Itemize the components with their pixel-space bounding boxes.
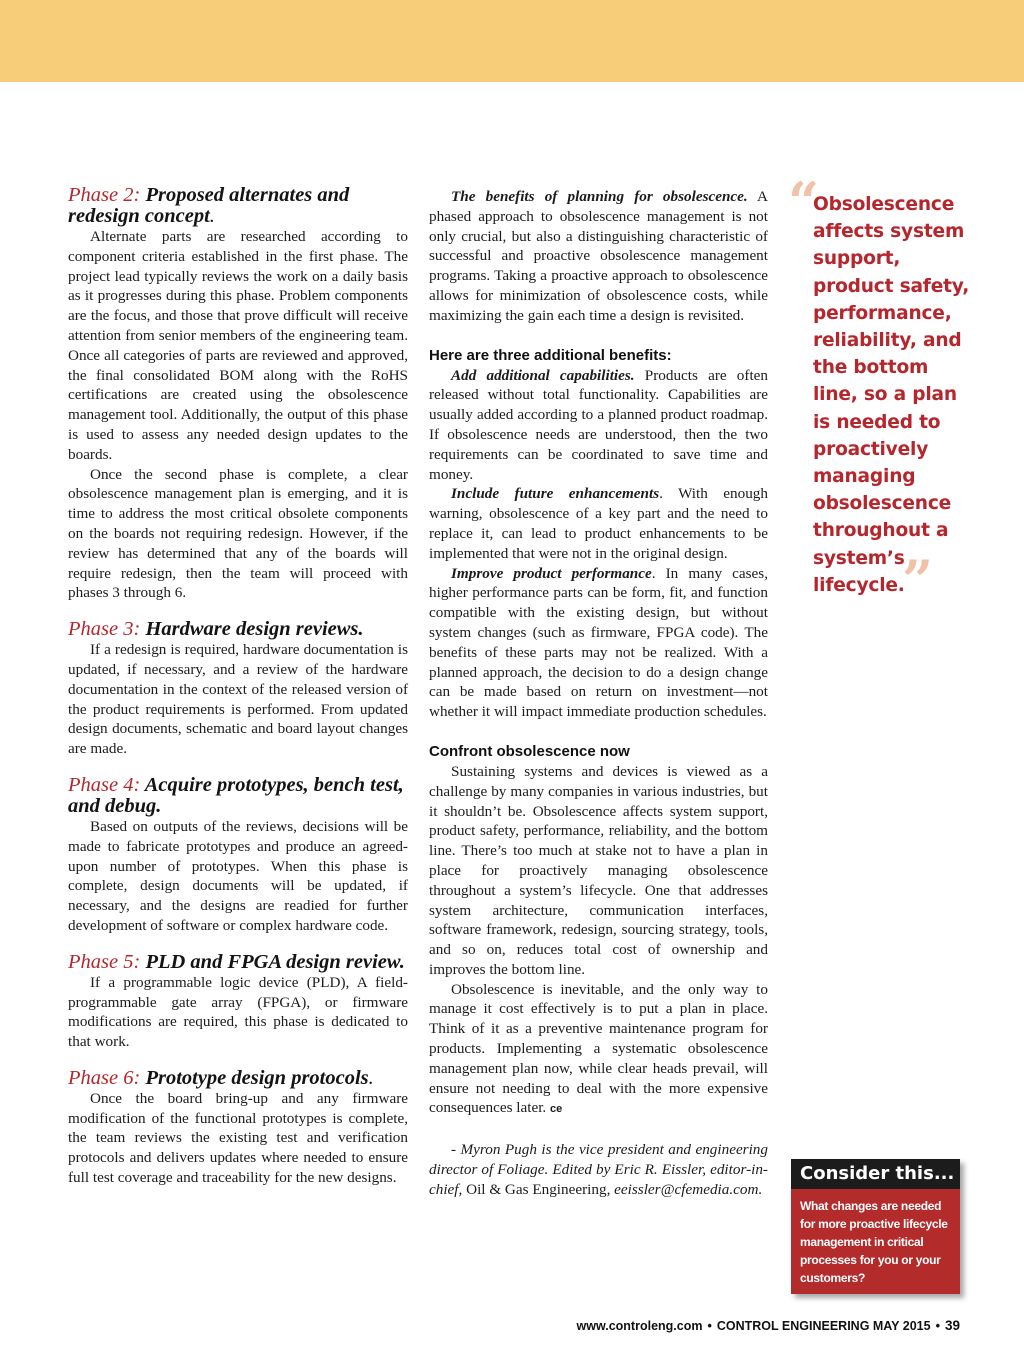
confront-paragraph-1: Sustaining systems and devices is viewed as a challenge by many companies in various industries, but it shouldn’t be. Obsolescence affects system support, product safety, performance, reliability, and the bottom line. There’s too much at stake not to have a plan in place for proactively managing obsolescence throughout a system’s lifecycle. One that addresses system architecture, communication interfaces, software framework, redesign, sourcing strategy, tools, and so on, reduces total cost of ownership and improves the bottom line. xyxy=(429,762,768,978)
phase2-paragraph-1: Alternate parts are researched according to component criteria established in the first phase. The project lead typically reviews the work on a daily basis as it progresses during this phase. Problem components are the focus, and those that prove difficult will receive attention from senior members of the engineering team. Once all categories of parts are reviewed and approved, the final consolidated BOM along with the RoHS certifications are created using the obsolescence management tool. Additionally, the output of this phase is used to assess any needed design updates to the boards. xyxy=(68,228,408,463)
footer-separator-2: • xyxy=(935,1319,940,1333)
top-color-band xyxy=(0,0,1024,82)
phase6-heading: Phase 6: Prototype design protocols. xyxy=(68,1066,374,1089)
phase4-heading: Phase 4: Acquire prototypes, bench test, and debug. xyxy=(68,773,404,817)
end-mark: ce xyxy=(550,1103,563,1116)
close-quote-icon: ” xyxy=(902,548,934,612)
footer-publication: CONTROL ENGINEERING MAY 2015 xyxy=(716,1319,931,1333)
confront-paragraph-2: Obsolescence is inevitable, and the only way to manage it cost effectively is to put a plan in place. Think of it as a preventive maintenance program for products. Implementing a systematic obsolescence management plan now, while clear heads prevail, will ensure not needing to deal with the more expensive consequences later. ce xyxy=(429,980,768,1117)
page-number: 39 xyxy=(944,1318,960,1333)
left-column xyxy=(68,185,408,1188)
open-quote-icon: “ xyxy=(788,170,820,234)
benefits-paragraph: The benefits of planning for obsolescence. A phased approach to obsolescence management is not only crucial, but also a distinguishing characteristic of successful and proactive obsolescence management programs. Taking a proactive approach to obsolescence allows for minimization of obsolescence costs, while maximizing the gain each time a design is revisited. xyxy=(429,188,769,324)
phase4-paragraph: Based on outputs of the reviews, decisions will be made to fabricate prototypes and produce an agreed-upon number of prototypes. When this phase is complete, design documents will be updated, if necessary, and the designs are readied for further development of software or complex hardware code. xyxy=(68,817,408,934)
right-column xyxy=(429,187,768,1200)
benefit-3-paragraph: Improve product performance. In many cases, higher performance parts can be form, fit, and function compatible with the existing design, but without system changes (such as firmware, FPGA code). The benefits of these parts may not be realized. With a planned approach, the decision to do a design change can be made based on return on investment—not whether it will impact immediate production schedules. xyxy=(429,564,769,721)
phase3-heading: Phase 3: Hardware design reviews. xyxy=(68,618,364,641)
phase2-heading: Phase 2: Proposed alternates and redesign concept. xyxy=(68,184,350,227)
phase6-paragraph: Once the board bring-up and any firmware modification of the functional prototypes is complete, the team reviews the existing test and verification protocols and delivers updates where needed to ensure full test coverage and traceability for the new designs. xyxy=(68,1089,408,1187)
footer-website[interactable]: www.controleng.com xyxy=(576,1319,703,1333)
phase5-heading: Phase 5: PLD and FPGA design review. xyxy=(68,950,405,973)
footer-separator-1: • xyxy=(707,1319,712,1333)
benefit-2-paragraph: Include future enhancements. With enough warning, obsolescence of a key part and the need to replace it, can lead to product enhancements to be implemented that were not in the original design. xyxy=(429,485,768,562)
phase5-paragraph: If a programmable logic device (PLD), A field-programmable gate array (FPGA), or firmware modifications are required, this phase is dedicated to that work. xyxy=(68,973,408,1051)
author-bio: - Myron Pugh is the vice president and engineering director of Foliage. Edited by Eric R. Eissler, editor-in-chief, Oil & Gas Engineering, eeissler@cfemedia.com. xyxy=(429,1141,768,1198)
three-benefits-heading: Here are three additional benefits: xyxy=(429,346,672,364)
pull-quote-text: Obsolescence affects system support, product safety, performance, reliability, and the bottom line, so a plan is needed to proactively managing obsolescence throughout a system’s lifecycle. xyxy=(813,194,970,596)
consider-this-sidebar xyxy=(791,1159,960,1294)
phase2-paragraph-2: Once the second phase is complete, a clear obsolescence management plan is emerging, and it is time to address the most critical obsolete components on the boards not requiring redesign. However, if the review has determined that any of the boards will require redesign, then the team will proceed with phases 3 through 6. xyxy=(68,465,408,602)
sidebar-heading: Consider this... xyxy=(791,1159,960,1189)
page-footer xyxy=(500,1318,960,1334)
confront-heading: Confront obsolescence now xyxy=(429,742,630,760)
benefit-1-paragraph: Add additional capabilities. Products are often released without total functionality. Capabilities are usually added according to a planned product roadmap. If obsolescence needs are understood, then the two requirements can be coordinated to save time and money. xyxy=(429,366,768,483)
phase3-paragraph: If a redesign is required, hardware documentation is updated, if necessary, and a review of the hardware documentation in the context of the released version of the product requirements is performed. From updated design documents, schematic and board layout changes are made. xyxy=(68,641,408,758)
sidebar-question: What changes are needed for more proactive lifecycle management in critical processes for you or your customers? xyxy=(791,1189,960,1294)
